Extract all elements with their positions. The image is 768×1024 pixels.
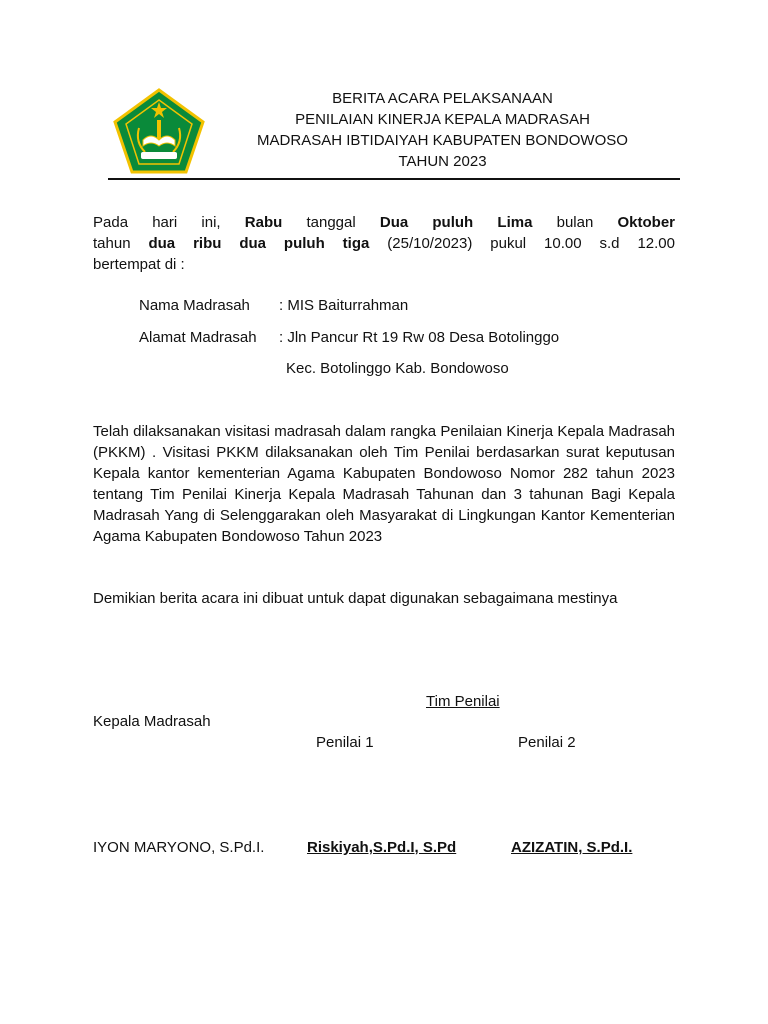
- madrasah-name-row: [139, 296, 408, 316]
- head-label: Kepala Madrasah: [93, 713, 211, 730]
- madrasah-address-line2: Kec. Botolinggo Kab. Bondowoso: [286, 360, 509, 377]
- madrasah-address-row: [139, 328, 559, 348]
- closing-paragraph: Demikian berita acara ini dibuat untuk dapat digunakan sebagaimana mestinya: [93, 590, 618, 607]
- assessor2-label: Penilai 2: [518, 734, 576, 751]
- document-header: [240, 88, 645, 172]
- team-label: Tim Penilai: [426, 693, 500, 710]
- body-paragraph: Telah dilaksanakan visitasi madrasah dalam rangka Penilaian Kinerja Kepala Madrasah (PKKM) . Visitasi PKKM dilaksanakan oleh Tim Penilai berdasarkan surat keputusan Kepala kantor kementerian Agama Kabupaten Bondowoso Nomor 282 tahun 2023 tentang Tim Penilai Kinerja Kepala Madrasah Tahunan dan 3 tahunan Bagi Kepala Madrasah Yang di Selenggarakan oleh Masyarakat di Lingkungan Kantor Kementerian Agama Kabupaten Bondowoso Tahun 2023: [93, 423, 675, 545]
- header-divider: [108, 178, 680, 180]
- assessor1-name: Riskiyah,S.Pd.I, S.Pd: [307, 839, 457, 856]
- intro-year: dua ribu dua puluh tiga: [148, 235, 370, 252]
- kemenag-logo: [113, 88, 205, 174]
- intro-location-label: bertempat di :: [93, 256, 185, 273]
- madrasah-name-label: Nama Madrasah: [139, 297, 250, 314]
- intro-date: Dua puluh Lima: [379, 214, 533, 231]
- intro-text: tanggal: [282, 214, 380, 231]
- intro-text: bulan: [532, 214, 618, 231]
- intro-day: Rabu: [244, 214, 283, 231]
- header-line-3: MADRASAH IBTIDAIYAH KABUPATEN BONDOWOSO: [257, 132, 628, 149]
- madrasah-address-value: : Jln Pancur Rt 19 Rw 08 Desa Botolinggo: [279, 329, 560, 346]
- intro-text: Pada hari ini,: [93, 214, 245, 231]
- madrasah-name-value: : MIS Baiturrahman: [279, 297, 409, 314]
- header-line-1: BERITA ACARA PELAKSANAAN: [332, 90, 553, 107]
- intro-time: (25/10/2023) pukul 10.00 s.d 12.00: [369, 235, 675, 252]
- intro-text: tahun: [93, 235, 149, 252]
- assessor1-label: Penilai 1: [316, 734, 374, 751]
- header-line-4: TAHUN 2023: [398, 153, 487, 170]
- assessor2-name: AZIZATIN, S.Pd.I.: [511, 839, 633, 856]
- header-line-2: PENILAIAN KINERJA KEPALA MADRASAH: [295, 111, 590, 128]
- head-name: IYON MARYONO, S.Pd.I.: [93, 839, 265, 856]
- madrasah-address-label: Alamat Madrasah: [139, 329, 257, 346]
- intro-month: Oktober: [617, 214, 676, 231]
- intro-paragraph: [93, 212, 675, 275]
